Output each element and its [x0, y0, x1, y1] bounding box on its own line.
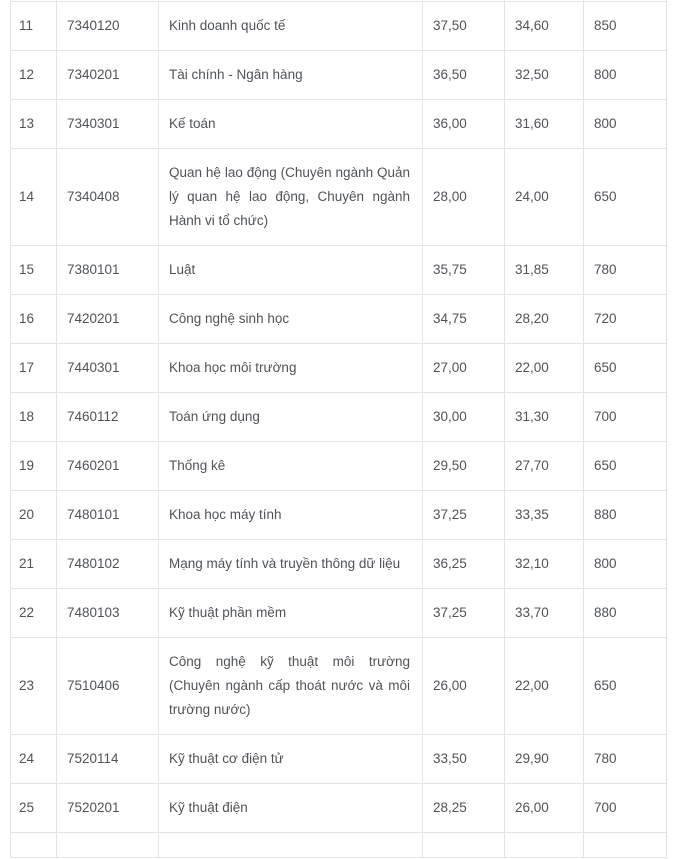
- cell-score2: 22,00: [505, 344, 584, 393]
- cell-score1: 30,00: [423, 393, 505, 442]
- cell-code: 7480103: [57, 589, 159, 638]
- cell-code: 7340408: [57, 149, 159, 246]
- cell-stt: 14: [11, 149, 57, 246]
- cell-code: 7520201: [57, 784, 159, 833]
- cell-stt: 21: [11, 540, 57, 589]
- cell-score2: 27,70: [505, 442, 584, 491]
- cell-name: Toán ứng dụng: [159, 393, 423, 442]
- cell-name: Kỹ thuật điện: [159, 784, 423, 833]
- cell-score2: 33,35: [505, 491, 584, 540]
- cell-score3: 800: [584, 540, 667, 589]
- cell-score3: 650: [584, 638, 667, 735]
- cell-name: Mạng máy tính và truyền thông dữ liệu: [159, 540, 423, 589]
- admission-scores-table: [10, 0, 667, 858]
- cell-score1: 33,50: [423, 735, 505, 784]
- table-row: [11, 295, 667, 344]
- cell-score1: 37,50: [423, 2, 505, 51]
- cell-score2: 22,00: [505, 638, 584, 735]
- cell-stt: 24: [11, 735, 57, 784]
- cell-name: Thống kê: [159, 442, 423, 491]
- table-row: [11, 784, 667, 833]
- cell-score2: 33,70: [505, 589, 584, 638]
- partial-cell: [505, 833, 584, 858]
- cell-name: Khoa học môi trường: [159, 344, 423, 393]
- cell-score3: 780: [584, 246, 667, 295]
- cell-name: Công nghệ kỹ thuật môi trường (Chuyên ngành cấp thoát nước và môi trường nước): [159, 638, 423, 735]
- table-row: [11, 246, 667, 295]
- cell-stt: 17: [11, 344, 57, 393]
- cell-score3: 780: [584, 735, 667, 784]
- cell-score1: 28,25: [423, 784, 505, 833]
- cell-score1: 36,50: [423, 51, 505, 100]
- cell-score1: 37,25: [423, 589, 505, 638]
- cell-name: Kỹ thuật phần mềm: [159, 589, 423, 638]
- partial-cell: [423, 833, 505, 858]
- table-row: [11, 638, 667, 735]
- partial-cell: [584, 833, 667, 858]
- cell-score2: 31,85: [505, 246, 584, 295]
- cell-score2: 31,30: [505, 393, 584, 442]
- cell-score1: 36,00: [423, 100, 505, 149]
- table-row: [11, 393, 667, 442]
- cell-code: 7440301: [57, 344, 159, 393]
- cell-stt: 11: [11, 2, 57, 51]
- partial-cell: [159, 833, 423, 858]
- cell-score1: 35,75: [423, 246, 505, 295]
- cell-code: 7520114: [57, 735, 159, 784]
- cell-score3: 880: [584, 491, 667, 540]
- cell-score2: 31,60: [505, 100, 584, 149]
- cell-stt: 16: [11, 295, 57, 344]
- cell-score3: 720: [584, 295, 667, 344]
- cell-stt: 23: [11, 638, 57, 735]
- cell-stt: 15: [11, 246, 57, 295]
- cell-score3: 880: [584, 589, 667, 638]
- partial-cell: [57, 833, 159, 858]
- table-row: [11, 589, 667, 638]
- cell-score1: 26,00: [423, 638, 505, 735]
- partial-cell: [11, 833, 57, 858]
- partial-row-bottom: [11, 833, 667, 858]
- cell-name: Luật: [159, 246, 423, 295]
- cell-score1: 37,25: [423, 491, 505, 540]
- cell-score2: 28,20: [505, 295, 584, 344]
- cell-score2: 24,00: [505, 149, 584, 246]
- cell-score3: 700: [584, 393, 667, 442]
- cell-score2: 32,10: [505, 540, 584, 589]
- table-row: [11, 100, 667, 149]
- cell-score1: 29,50: [423, 442, 505, 491]
- cell-name: Công nghệ sinh học: [159, 295, 423, 344]
- cell-score3: 850: [584, 2, 667, 51]
- table-row: [11, 149, 667, 246]
- cell-score1: 28,00: [423, 149, 505, 246]
- table-row: [11, 491, 667, 540]
- cell-code: 7420201: [57, 295, 159, 344]
- cell-code: 7460201: [57, 442, 159, 491]
- cell-code: 7340301: [57, 100, 159, 149]
- cell-score2: 34,60: [505, 2, 584, 51]
- cell-code: 7380101: [57, 246, 159, 295]
- cell-score2: 29,90: [505, 735, 584, 784]
- table-row: [11, 442, 667, 491]
- cell-code: 7480101: [57, 491, 159, 540]
- cell-score1: 36,25: [423, 540, 505, 589]
- cell-name: Quan hệ lao động (Chuyên ngành Quản lý quan hệ lao động, Chuyên ngành Hành vi tổ chức): [159, 149, 423, 246]
- cell-code: 7480102: [57, 540, 159, 589]
- cell-score3: 650: [584, 344, 667, 393]
- cell-score3: 650: [584, 149, 667, 246]
- cell-score3: 800: [584, 51, 667, 100]
- cell-stt: 12: [11, 51, 57, 100]
- cell-score3: 650: [584, 442, 667, 491]
- cell-name: Kế toán: [159, 100, 423, 149]
- table-row: [11, 344, 667, 393]
- cell-name: Kinh doanh quốc tế: [159, 2, 423, 51]
- cell-stt: 25: [11, 784, 57, 833]
- cell-code: 7460112: [57, 393, 159, 442]
- cell-stt: 13: [11, 100, 57, 149]
- cell-code: 7340120: [57, 2, 159, 51]
- cell-name: Tài chính - Ngân hàng: [159, 51, 423, 100]
- cell-stt: 19: [11, 442, 57, 491]
- cell-score3: 800: [584, 100, 667, 149]
- cell-stt: 22: [11, 589, 57, 638]
- cell-code: 7510406: [57, 638, 159, 735]
- cell-stt: 18: [11, 393, 57, 442]
- cell-score1: 27,00: [423, 344, 505, 393]
- cell-score2: 26,00: [505, 784, 584, 833]
- table-row: [11, 2, 667, 51]
- cell-score1: 34,75: [423, 295, 505, 344]
- cell-score2: 32,50: [505, 51, 584, 100]
- cell-code: 7340201: [57, 51, 159, 100]
- cell-score3: 700: [584, 784, 667, 833]
- table-row: [11, 51, 667, 100]
- table-row: [11, 735, 667, 784]
- cell-stt: 20: [11, 491, 57, 540]
- cell-name: Khoa học máy tính: [159, 491, 423, 540]
- cell-name: Kỹ thuật cơ điện tử: [159, 735, 423, 784]
- table-row: [11, 540, 667, 589]
